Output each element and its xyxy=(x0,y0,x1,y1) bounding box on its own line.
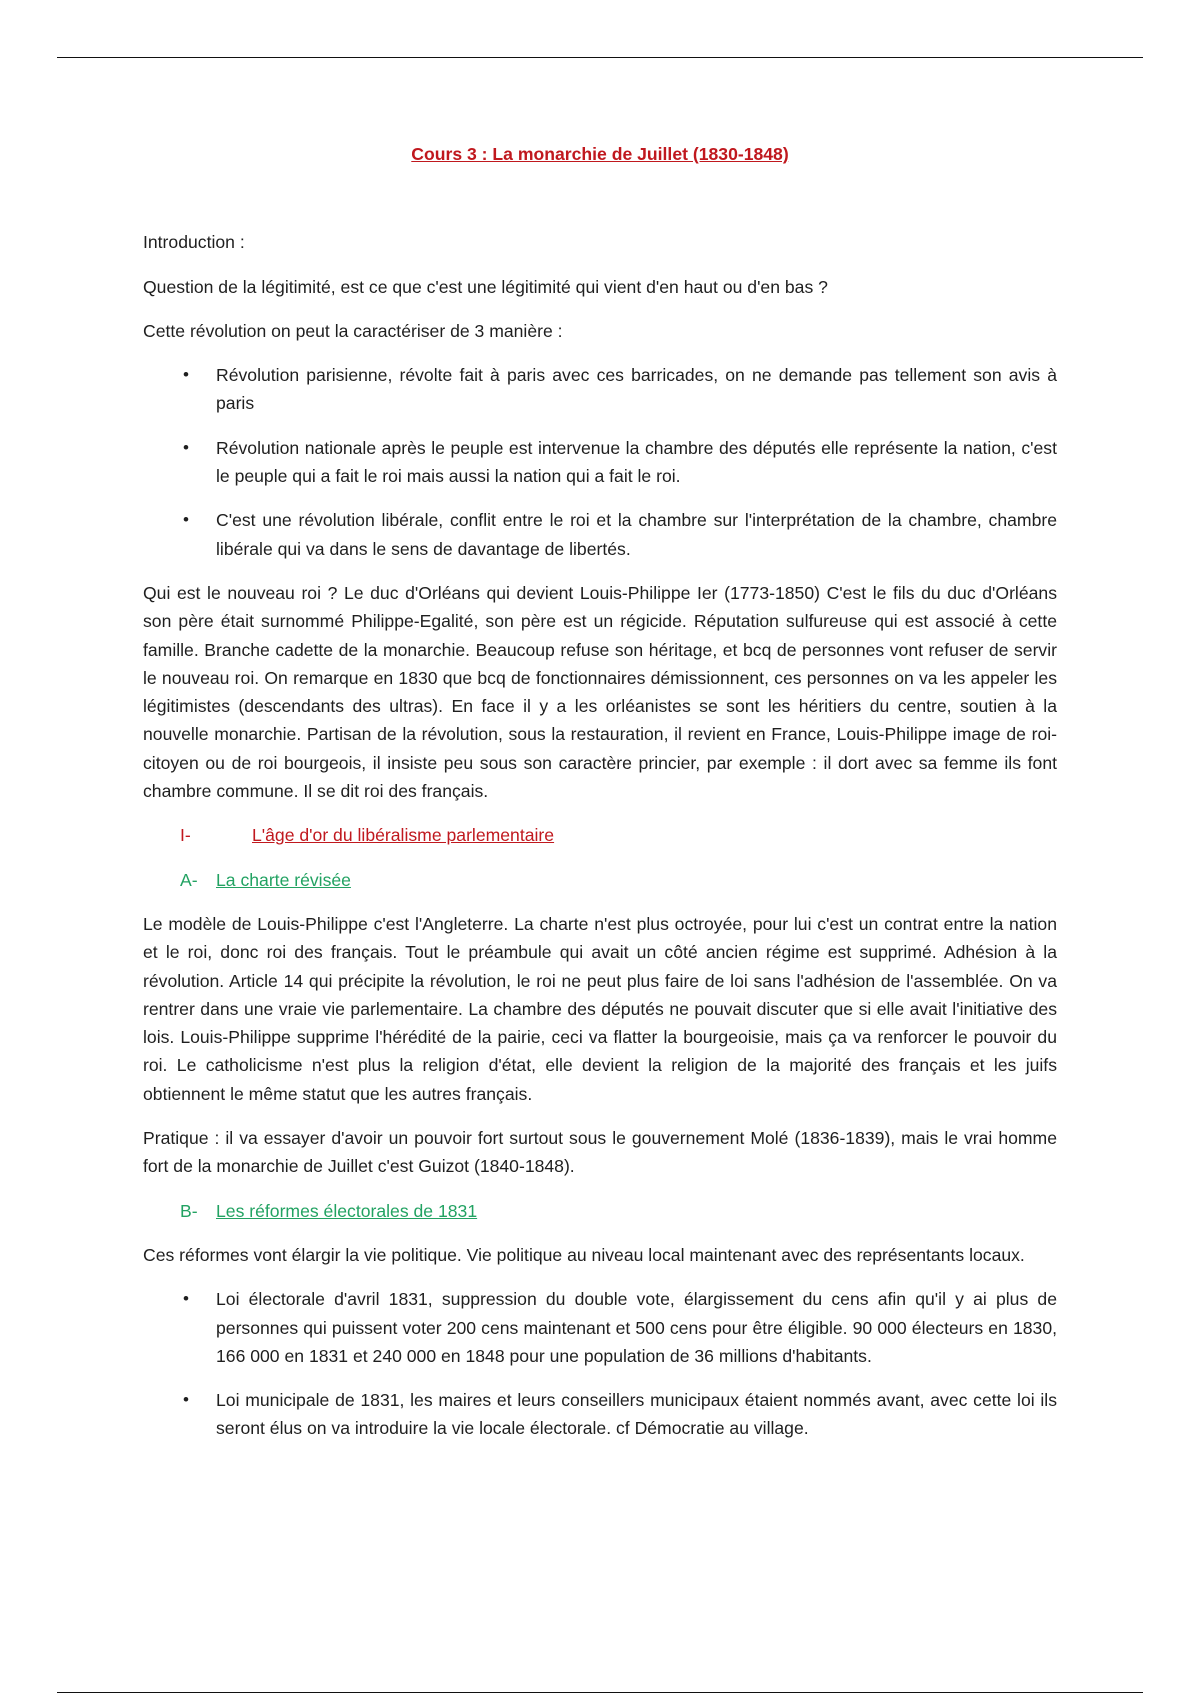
list-item: • Loi électorale d'avril 1831, suppression du double vote, élargissement du cens afin qu'il y ai plus de personnes qui puissent voter 200 cens maintenant et 500 cens pour être éligible. 90 000 électeurs en 1830, 166 000 en 1831 et 240 000 en 1848 pour une population de 36 millions d'habitants. xyxy=(143,1285,1057,1370)
subsection-heading-a xyxy=(143,866,1057,894)
section-title: L'âge d'or du libéralisme parlementaire xyxy=(252,825,555,846)
bullet-icon: • xyxy=(183,510,189,530)
section-a-paragraph-1: Le modèle de Louis-Philippe c'est l'Angleterre. La charte n'est plus octroyée, pour lui c'est un contrat entre la nation et le roi, donc roi des français. Tout le préambule qui avait un côté ancien régime est supprimé. Adhésion à la révolution. Article 14 qui précipite la révolution, le roi ne peut plus faire de loi sans l'adhésion de l'assemblée. On va rentrer dans une vraie vie parlementaire. La chambre des députés ne pouvait discuter que si elle avait l'initiative des lois. Louis-Philippe supprime l'hérédité de la pairie, ceci va flatter la bourgeoisie, mais ça va renforcer le pouvoir du roi. Le catholicisme n'est plus la religion d'état, elle devient la religion de la majorité des français et les juifs obtiennent le même statut que les autres français. xyxy=(143,913,1057,1104)
intro-bullet-list xyxy=(143,361,1057,563)
section-heading-part1 xyxy=(143,821,1057,849)
page-title: Cours 3 : La monarchie de Juillet (1830-1848) xyxy=(411,144,789,164)
subsection-number: B- xyxy=(180,1200,198,1221)
bullet-icon: • xyxy=(183,1289,189,1309)
list-item: • Révolution nationale après le peuple est intervenue la chambre des députés elle représente la nation, c'est le peuple qui a fait le roi mais aussi la nation qui a fait le roi. xyxy=(143,434,1057,491)
section-b-paragraph: Ces réformes vont élargir la vie politique. Vie politique au niveau local maintenant avec des représentants locaux. xyxy=(143,1244,1025,1265)
bullet-icon: • xyxy=(183,365,189,385)
intro-heading: Introduction : xyxy=(143,232,245,253)
intro-question: Question de la légitimité, est ce que c'est une légitimité qui vient d'en haut ou d'en bas ? xyxy=(143,276,828,297)
section-b-bullet-list xyxy=(143,1285,1057,1442)
bullet-icon: • xyxy=(183,1390,189,1410)
intro-paragraph: Qui est le nouveau roi ? Le duc d'Orléans qui devient Louis-Philippe Ier (1773-1850) C'est le fils du duc d'Orléans son père était surnommé Philippe-Egalité, son père est un régicide. Réputation sulfureuse qui est associé à cette famille. Branche cadette de la monarchie. Beaucoup refuse son héritage, et bcq de personnes vont refuser de servir le nouveau roi. On remarque en 1830 que bcq de fonctionnaires démissionnent, ces personnes on va les appeler les légitimistes (descendants des ultras). En face il y a les orléanistes se sont les héritiers du centre, soutien à la nouvelle monarchie. Partisan de la révolution, sous la restauration, il revient en France, Louis-Philippe image de roi-citoyen ou de roi bourgeois, il insiste peu sous son caractère princier, par exemple : il dort avec sa femme ils font chambre commune. Il se dit roi des français. xyxy=(143,582,1057,802)
list-item: • Loi municipale de 1831, les maires et leurs conseillers municipaux étaient nommés avant, avec cette loi ils seront élus on va introduire la vie locale électorale. cf Démocratie au village. xyxy=(143,1386,1057,1443)
bullet-icon: • xyxy=(183,437,189,457)
list-item: • Révolution parisienne, révolte fait à paris avec ces barricades, on ne demande pas tellement son avis à paris xyxy=(143,361,1057,418)
section-number: I- xyxy=(180,825,191,846)
document-body xyxy=(143,140,1057,1459)
bottom-rule xyxy=(57,1692,1143,1693)
subsection-title: Les réformes électorales de 1831 xyxy=(216,1200,478,1221)
subsection-title: La charte révisée xyxy=(216,869,351,890)
subsection-number: A- xyxy=(180,869,198,890)
list-item: • C'est une révolution libérale, conflit entre le roi et la chambre sur l'interprétation de la chambre, chambre libérale qui va dans le sens de davantage de libertés. xyxy=(143,506,1057,563)
top-rule xyxy=(57,57,1143,58)
section-a-paragraph-2: Pratique : il va essayer d'avoir un pouvoir fort surtout sous le gouvernement Molé (1836-1839), mais le vrai homme fort de la monarchie de Juillet c'est Guizot (1840-1848). xyxy=(143,1128,1057,1177)
subsection-heading-b xyxy=(143,1197,1057,1225)
intro-lead: Cette révolution on peut la caractériser de 3 manière : xyxy=(143,320,563,341)
